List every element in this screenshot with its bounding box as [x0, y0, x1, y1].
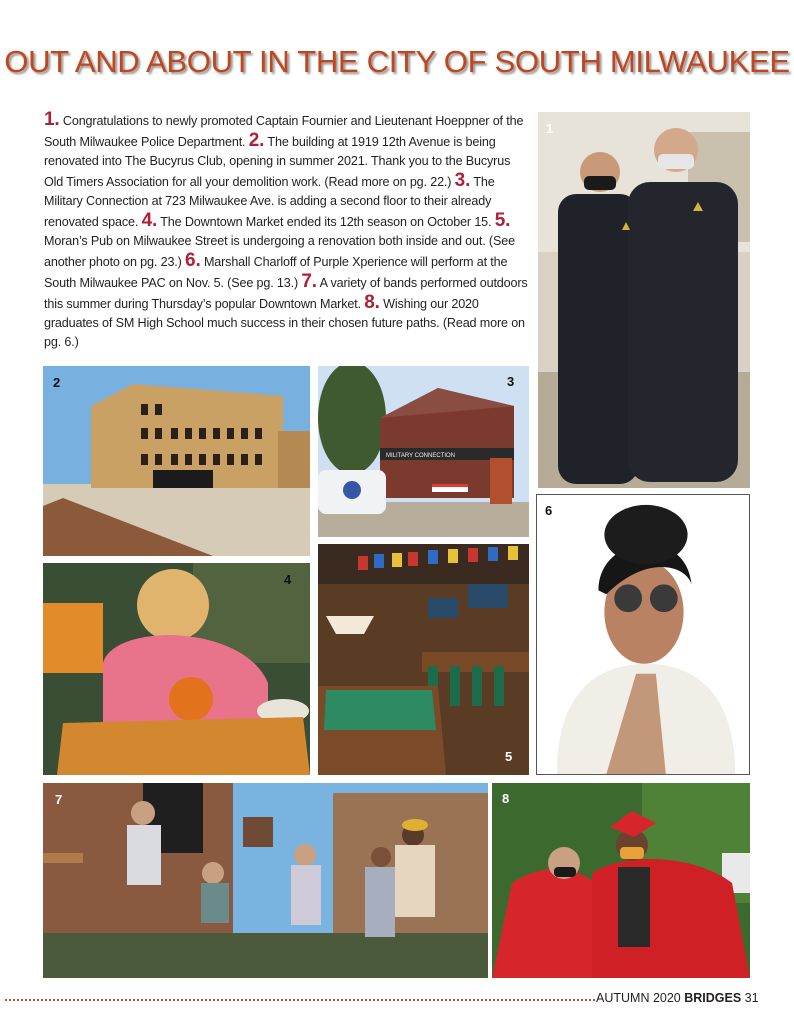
item-number: 5.: [494, 210, 511, 231]
footer-rule: [5, 999, 595, 1001]
photo-number-badge: 3: [507, 374, 515, 389]
photo-military-connection: [318, 366, 529, 537]
item-text: The Downtown Market ended its 12th season on October 15.: [157, 215, 495, 229]
item-number: 8.: [364, 292, 380, 313]
item-number: 6.: [185, 250, 201, 271]
item-text: The building at 1919 12th Avenue is being renovated into The Bucyrus Club, opening in summer 2021. Thank you to the Bucyrus Old Timers Association for all your demolition work. (Read more on pg. 22.): [44, 135, 511, 189]
photo-market-pumpkin: [43, 563, 310, 775]
item-text: Wishing our 2020 graduates of SM High School much success in their chosen future paths. (Read more on pg. 6.): [44, 297, 525, 349]
photo-band-performance: [43, 783, 488, 978]
photo-bucyrus-building: [43, 366, 310, 556]
photo-number-badge: 4: [284, 572, 292, 587]
photo-number-badge: 6: [545, 503, 553, 518]
item-text: A variety of bands performed outdoors this summer during Thursday’s popular Downtown Market.: [44, 276, 528, 311]
item-number: 1.: [44, 109, 60, 130]
photo-number-badge: 8: [502, 791, 510, 806]
footer-season: AUTUMN 2020: [596, 991, 685, 1005]
photo-number-badge: 1: [546, 121, 554, 136]
footer-page-number: 31: [741, 991, 759, 1005]
item-number: 2.: [248, 130, 265, 151]
photo-number-badge: 5: [505, 749, 513, 764]
item-text: Moran’s Pub on Milwaukee Street is undergoing a renovation both inside and out. (See another photo on pg. 23.): [44, 234, 515, 269]
item-number: 4.: [141, 210, 158, 231]
item-text: Marshall Charloff of Purple Xperience will perform at the South Milwaukee PAC on Nov. 5. (See pg. 13.): [44, 255, 508, 290]
page-title: OUT AND ABOUT IN THE CITY OF SOUTH MILWAUKEE: [4, 44, 790, 79]
page-footer: [596, 991, 759, 1005]
photo-morans-pub: [318, 544, 529, 775]
intro-paragraph: [44, 110, 530, 352]
item-number: 7.: [301, 271, 317, 292]
item-number: 3.: [454, 170, 471, 191]
photo-police-officers: [538, 112, 750, 488]
photo-performer: [536, 494, 750, 775]
item-text: The Military Connection at 723 Milwaukee Ave. is adding a second floor to their already renovated space.: [44, 175, 495, 229]
photo-number-badge: 2: [53, 375, 61, 390]
photo-number-badge: 7: [55, 792, 63, 807]
photo-graduates: [492, 783, 750, 978]
footer-magazine-name: BRIDGES: [684, 991, 742, 1005]
storefront-sign: MILITARY CONNECTION: [386, 453, 456, 459]
item-text: Congratulations to newly promoted Captain Fournier and Lieutenant Hoeppner of the South Milwaukee Police Department.: [44, 114, 524, 149]
